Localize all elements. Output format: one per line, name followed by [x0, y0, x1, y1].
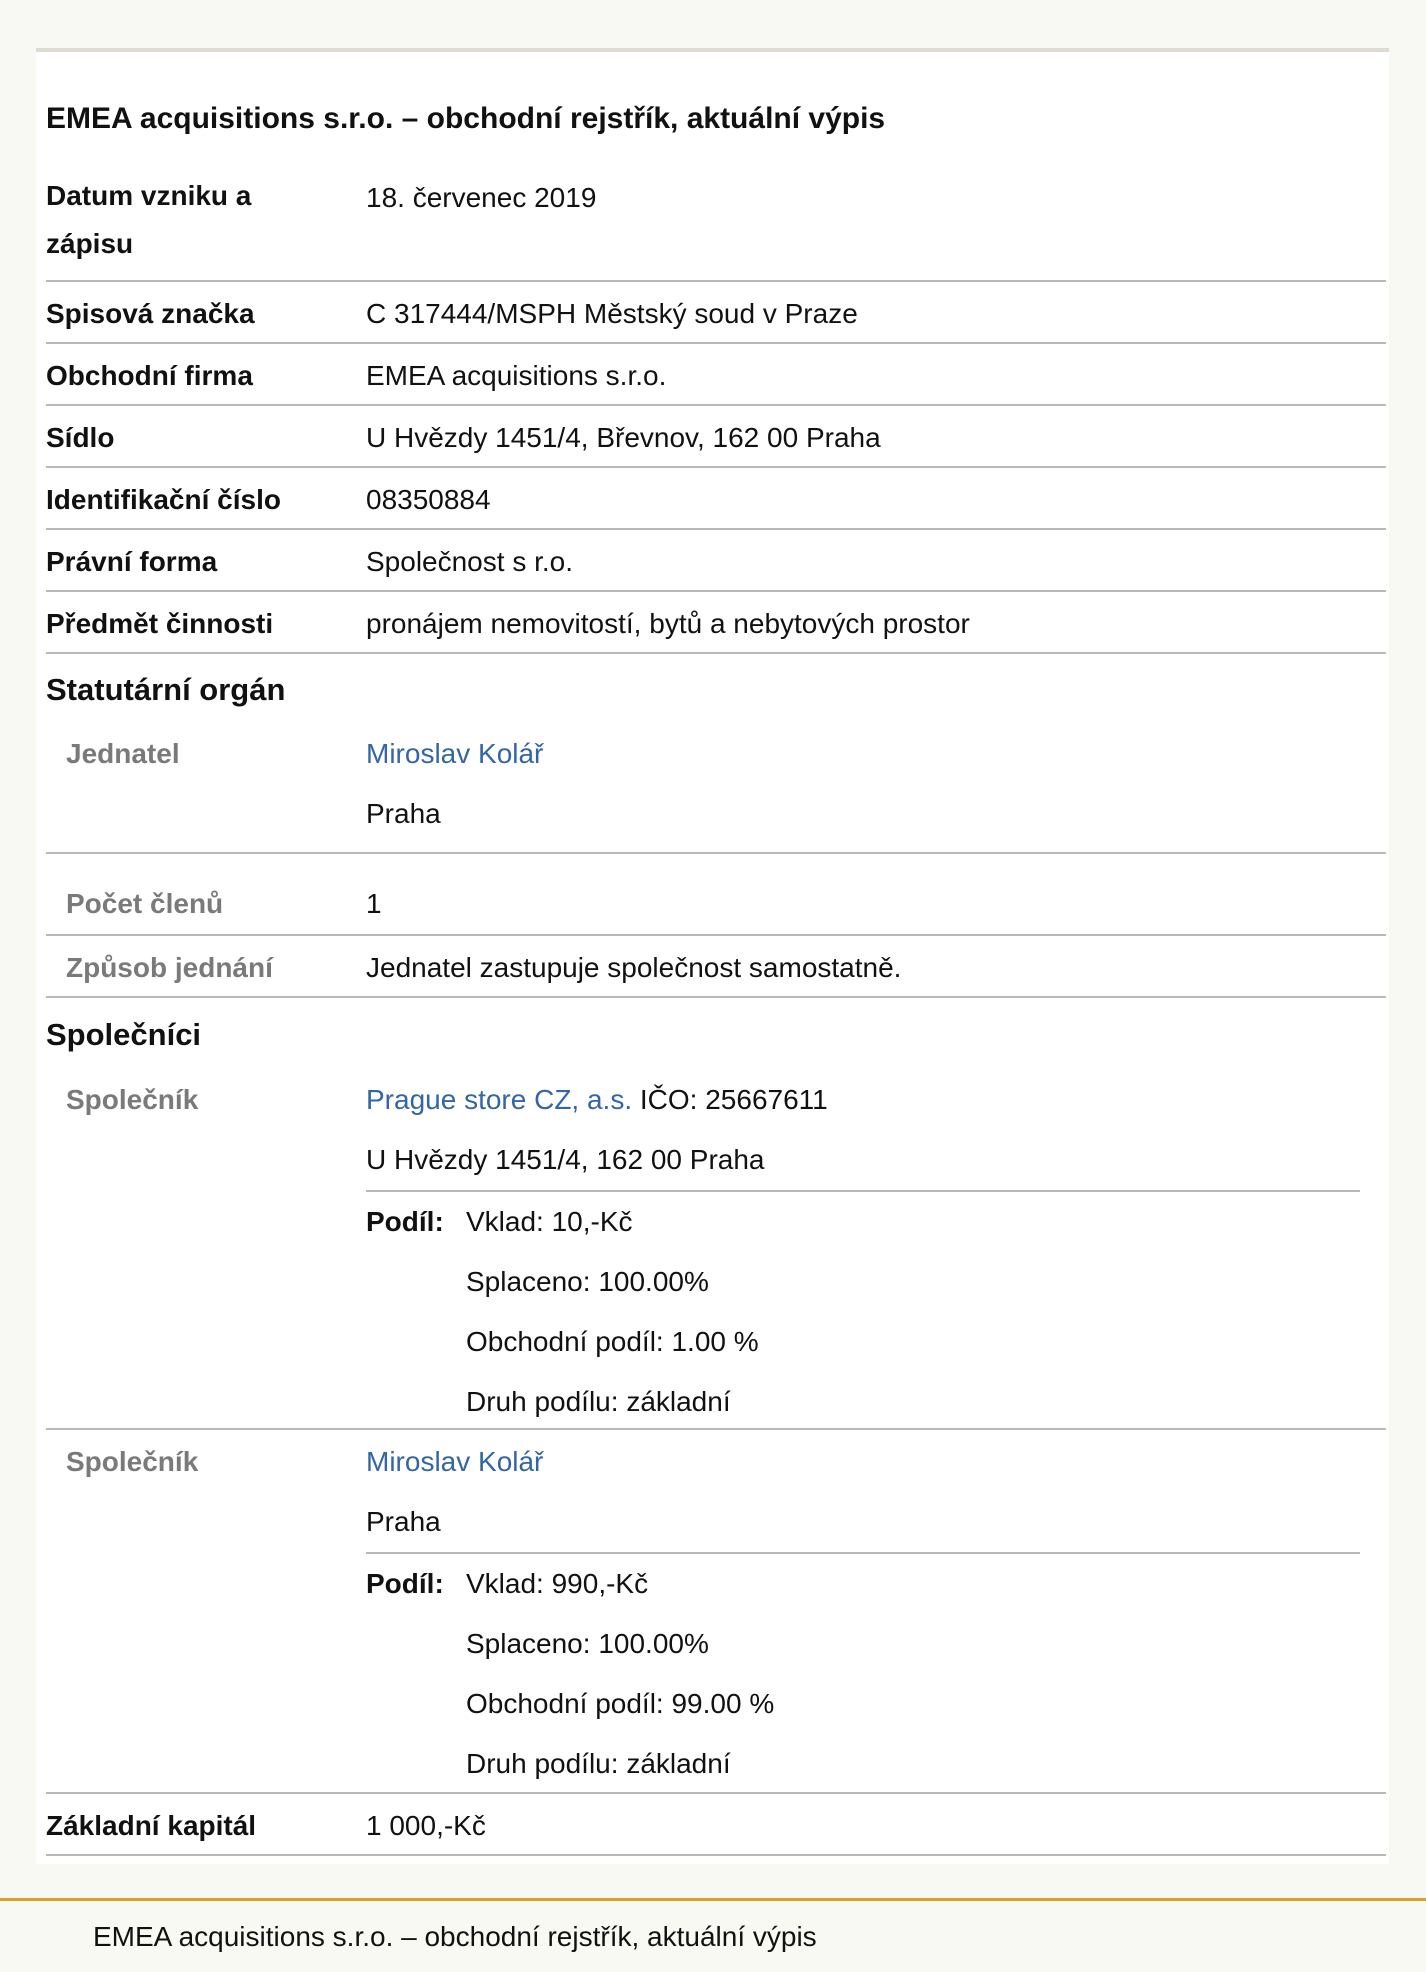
field-value-seat: U Hvězdy 1451/4, Břevnov, 162 00 Praha	[366, 422, 881, 453]
statutory-manner-row	[46, 936, 1386, 998]
field-value-company-name: EMEA acquisitions s.r.o.	[366, 360, 667, 391]
field-value-file-number: C 317444/MSPH Městský soud v Praze	[366, 298, 858, 329]
manner-value: Jednatel zastupuje společnost samostatně.	[366, 952, 902, 983]
section-heading-partners: Společníci	[46, 1017, 202, 1052]
manner-label: Způsob jednání	[66, 952, 273, 983]
share-type: Druh podílu: základní	[466, 1748, 731, 1779]
share-paid: Splaceno: 100.00%	[466, 1266, 709, 1297]
field-row-seat	[46, 406, 1386, 468]
partner-name-line	[366, 1446, 543, 1478]
field-label-business-scope: Předmět činnosti	[46, 608, 274, 639]
section-heading-statutory: Statutární orgán	[46, 672, 286, 707]
field-label-capital: Základní kapitál	[46, 1810, 257, 1841]
partner-name-link[interactable]: Miroslav Kolář	[366, 1446, 544, 1477]
field-value-date: 18. červenec 2019	[366, 182, 597, 213]
register-extract-card	[36, 48, 1389, 1864]
field-row-company-name	[46, 344, 1386, 406]
field-row-file-number	[46, 282, 1386, 344]
footer-divider	[0, 1898, 1426, 1901]
field-label-company-name: Obchodní firma	[46, 360, 253, 391]
share-deposit: Vklad: 990,-Kč	[466, 1568, 649, 1599]
field-row-business-scope	[46, 592, 1386, 654]
field-row-legal-form	[46, 530, 1386, 592]
partner-divider	[366, 1552, 1360, 1554]
field-value-capital: 1 000,-Kč	[366, 1810, 486, 1841]
field-row-date	[46, 160, 1386, 282]
members-label: Počet členů	[66, 888, 224, 919]
share-paid: Splaceno: 100.00%	[466, 1628, 709, 1659]
partner-name-link[interactable]: Prague store CZ, a.s.	[366, 1084, 633, 1115]
field-value-legal-form: Společnost s r.o.	[366, 546, 574, 577]
partner-address: U Hvězdy 1451/4, 162 00 Praha	[366, 1144, 765, 1175]
field-label-seat: Sídlo	[46, 422, 115, 453]
field-row-id-number	[46, 468, 1386, 530]
director-city: Praha	[366, 798, 441, 829]
field-label-file-number: Spisová značka	[46, 298, 255, 329]
partner-row	[46, 1430, 1386, 1794]
field-value-business-scope: pronájem nemovitostí, bytů a nebytových prostor	[366, 608, 970, 639]
share-business-share: Obchodní podíl: 1.00 %	[466, 1326, 759, 1357]
field-label-date-line1: Datum vzniku a	[46, 180, 252, 211]
share-business-share: Obchodní podíl: 99.00 %	[466, 1688, 775, 1719]
partner-name-line	[366, 1084, 828, 1116]
field-label-date	[46, 172, 251, 268]
members-value: 1	[366, 888, 382, 919]
partner-address: Praha	[366, 1506, 441, 1537]
partner-row	[46, 1066, 1386, 1430]
share-deposit: Vklad: 10,-Kč	[466, 1206, 633, 1237]
director-label: Jednatel	[66, 738, 180, 769]
partner-divider	[366, 1190, 1360, 1192]
field-label-date-line2: zápisu	[46, 228, 134, 259]
footer-title: EMEA acquisitions s.r.o. – obchodní rejstřík, aktuální výpis	[93, 1921, 817, 1952]
field-label-legal-form: Právní forma	[46, 546, 218, 577]
partner-label: Společník	[66, 1446, 199, 1477]
share-type: Druh podílu: základní	[466, 1386, 731, 1417]
page-title: EMEA acquisitions s.r.o. – obchodní rejstřík, aktuální výpis	[46, 102, 886, 135]
field-value-id-number: 08350884	[366, 484, 491, 515]
field-row-capital	[46, 1794, 1386, 1856]
statutory-director-row	[46, 722, 1386, 854]
partner-ico: IČO: 25667611	[632, 1084, 828, 1115]
statutory-members-row	[46, 854, 1386, 936]
field-label-id-number: Identifikační číslo	[46, 484, 281, 515]
share-label: Podíl:	[366, 1206, 444, 1237]
director-name-link[interactable]: Miroslav Kolář	[366, 738, 544, 769]
share-label: Podíl:	[366, 1568, 444, 1599]
partner-label: Společník	[66, 1084, 199, 1115]
